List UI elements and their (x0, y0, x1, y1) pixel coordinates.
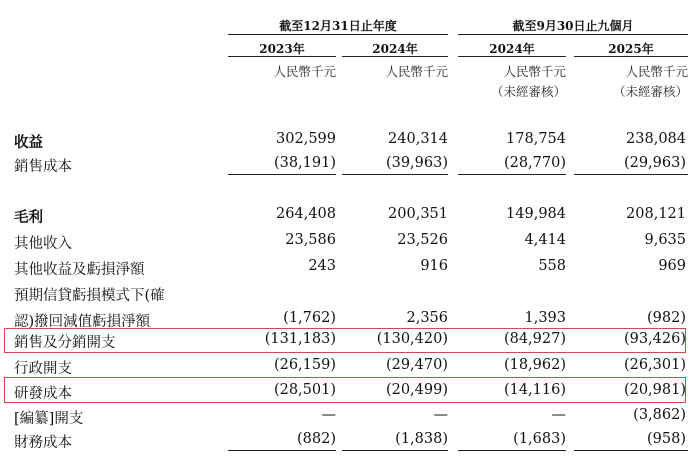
row-value: 23,526 (397, 232, 448, 248)
row-label: 收益 (14, 134, 43, 151)
row-value: 969 (658, 258, 686, 274)
row-label-continued: 認)撥回減值虧損淨額 (14, 314, 151, 330)
column-rule (228, 56, 336, 57)
column-year-2023: 2023年 (259, 42, 305, 56)
row-value: 178,754 (506, 131, 566, 147)
column-note-unaudited: （未經審核） (490, 84, 566, 99)
column-unit: 人民幣千元 (385, 64, 448, 79)
bottom-rule (228, 450, 336, 451)
row-value: (1,838) (395, 431, 448, 447)
row-value: 302,599 (276, 131, 336, 147)
row-label: [編纂]開支 (14, 411, 84, 427)
column-year-2025-9m: 2025年 (608, 42, 654, 56)
row-label: 毛利 (14, 209, 43, 226)
subtotal-rule (228, 174, 336, 175)
row-value: 240,314 (388, 131, 448, 147)
row-value: 2,356 (406, 310, 448, 326)
column-rule (342, 56, 448, 57)
row-label: 財務成本 (14, 435, 72, 451)
row-value: — (321, 407, 336, 423)
row-value: (982) (647, 310, 686, 326)
row-value: (29,470) (385, 357, 448, 373)
row-value: 264,408 (276, 206, 336, 222)
row-value: 4,414 (524, 232, 566, 248)
row-label: 銷售成本 (14, 159, 72, 175)
row-value: 200,351 (388, 206, 448, 222)
row-value: 208,121 (626, 206, 686, 222)
row-value: (29,963) (623, 155, 686, 171)
row-label: 行政開支 (14, 361, 72, 377)
row-value: (28,501) (273, 382, 336, 398)
row-value: (39,963) (385, 155, 448, 171)
header-group-rule (228, 34, 448, 35)
row-value: (3,862) (633, 407, 686, 423)
row-value: (882) (297, 431, 336, 447)
bottom-rule (574, 450, 688, 451)
row-label: 其他收益及虧損淨額 (14, 262, 145, 278)
subtotal-rule (342, 174, 448, 175)
row-value: (958) (647, 431, 686, 447)
row-value: 916 (420, 258, 448, 274)
row-label: 銷售及分銷開支 (14, 335, 116, 351)
bottom-rule (458, 450, 566, 451)
column-year-2024-9m: 2024年 (489, 42, 535, 56)
row-value: — (433, 407, 448, 423)
row-value: (38,191) (273, 155, 336, 171)
column-rule (458, 56, 566, 57)
row-value: 558 (538, 258, 566, 274)
row-value: (131,183) (264, 331, 336, 347)
group-title-nine-months: 截至9月30日止九個月 (512, 19, 634, 33)
column-note-unaudited: （未經審核） (612, 84, 688, 99)
row-label: 研發成本 (14, 386, 72, 402)
column-unit: 人民幣千元 (625, 64, 688, 79)
row-value: (26,159) (273, 357, 336, 373)
row-value: (93,426) (623, 331, 686, 347)
row-value: 238,084 (626, 131, 686, 147)
header-group-rule (458, 34, 688, 35)
row-value: (20,981) (623, 382, 686, 398)
subtotal-rule (574, 174, 688, 175)
row-value: (14,116) (503, 382, 566, 398)
row-value: 23,586 (285, 232, 336, 248)
row-value: (18,962) (503, 357, 566, 373)
column-year-2024: 2024年 (372, 42, 418, 56)
row-value: (1,762) (283, 310, 336, 326)
row-value: (26,301) (623, 357, 686, 373)
row-value: (84,927) (503, 331, 566, 347)
row-value: 1,393 (524, 310, 566, 326)
column-unit: 人民幣千元 (273, 64, 336, 79)
group-title-year-ended: 截至12月31日止年度 (279, 19, 397, 33)
column-unit: 人民幣千元 (503, 64, 566, 79)
column-rule (574, 56, 688, 57)
row-value: 149,984 (506, 206, 566, 222)
row-value: 243 (308, 258, 336, 274)
row-value: (28,770) (503, 155, 566, 171)
row-value: 9,635 (644, 232, 686, 248)
row-value: (20,499) (385, 382, 448, 398)
row-value: (1,683) (513, 431, 566, 447)
row-value: (130,420) (376, 331, 448, 347)
row-label: 其他收入 (14, 236, 72, 252)
bottom-rule (342, 450, 448, 451)
row-value: — (551, 407, 566, 423)
row-label: 預期信貸虧損模式下(確 (14, 288, 165, 304)
subtotal-rule (458, 174, 566, 175)
